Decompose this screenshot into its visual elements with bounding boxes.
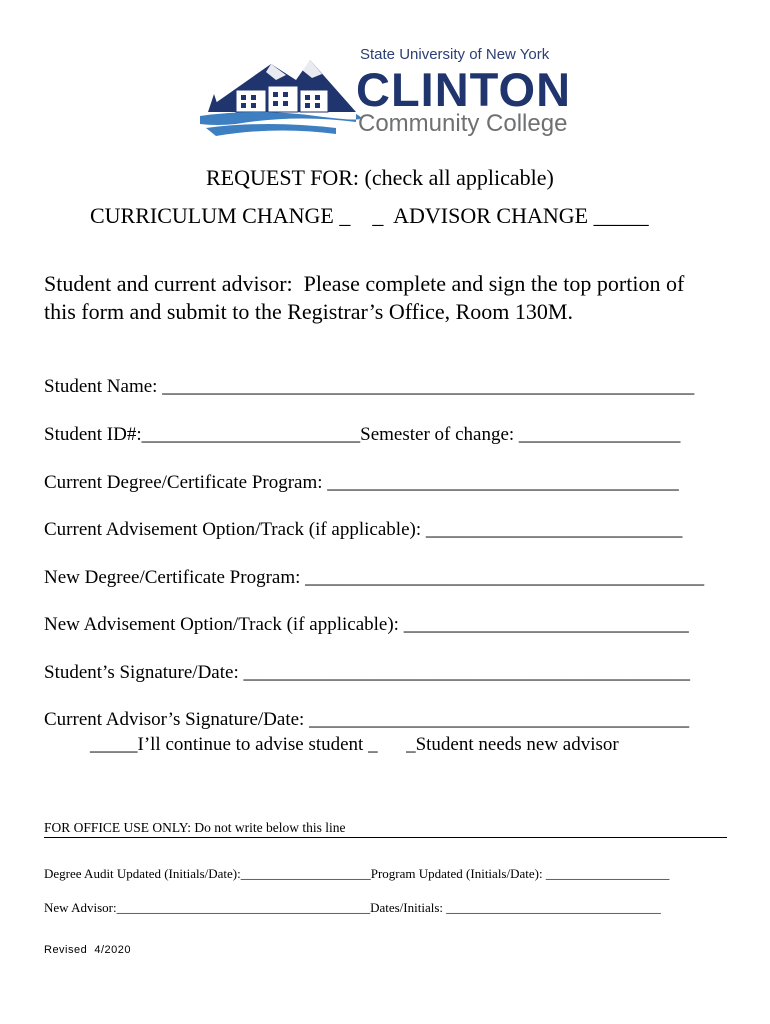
student-signature-field[interactable]: Student’s Signature/Date: _______________________________________________ <box>44 662 690 683</box>
current-option-field[interactable]: Current Advisement Option/Track (if applicable): ___________________________ <box>44 519 683 540</box>
office-use-heading: FOR OFFICE USE ONLY: Do not write below this line <box>44 820 346 835</box>
instructions-line-2: this form and submit to the Registrar’s Office, Room 130M. <box>44 299 573 324</box>
student-name-field[interactable]: Student Name: ________________________________________________________ <box>44 376 695 397</box>
logo-clinton-wordmark: CLINTON <box>356 63 572 116</box>
office-use-divider <box>44 837 727 838</box>
new-advisor-field[interactable]: New Advisor:_______________________________________Dates/Initials: _________________________________ <box>44 900 661 915</box>
advisor-choice-options[interactable]: _____I’ll continue to advise student _ _Student needs new advisor <box>90 734 619 755</box>
advisor-signature-field[interactable]: Current Advisor’s Signature/Date: ________________________________________ <box>44 709 690 730</box>
instructions-line-1: Student and current advisor: Please complete and sign the top portion of <box>44 271 685 296</box>
request-for-heading: REQUEST FOR: (check all applicable) <box>206 165 554 190</box>
current-program-field[interactable]: Current Degree/Certificate Program: _____________________________________ <box>44 472 679 493</box>
new-program-field[interactable]: New Degree/Certificate Program: __________________________________________ <box>44 567 705 588</box>
logo-community-college-line: Community College <box>358 110 568 137</box>
revised-date: Revised 4/2020 <box>44 944 131 956</box>
new-option-field[interactable]: New Advisement Option/Track (if applicable): ______________________________ <box>44 614 689 635</box>
audit-program-field[interactable]: Degree Audit Updated (Initials/Date):____________________Program Updated (Initials/Date): ___________________ <box>44 866 670 881</box>
student-id-semester-field[interactable]: Student ID#:_______________________Semester of change: _________________ <box>44 424 681 445</box>
logo-university-line: State University of New York <box>360 46 550 63</box>
change-type-options[interactable]: CURRICULUM CHANGE _ _ ADVISOR CHANGE _____ <box>90 203 649 228</box>
